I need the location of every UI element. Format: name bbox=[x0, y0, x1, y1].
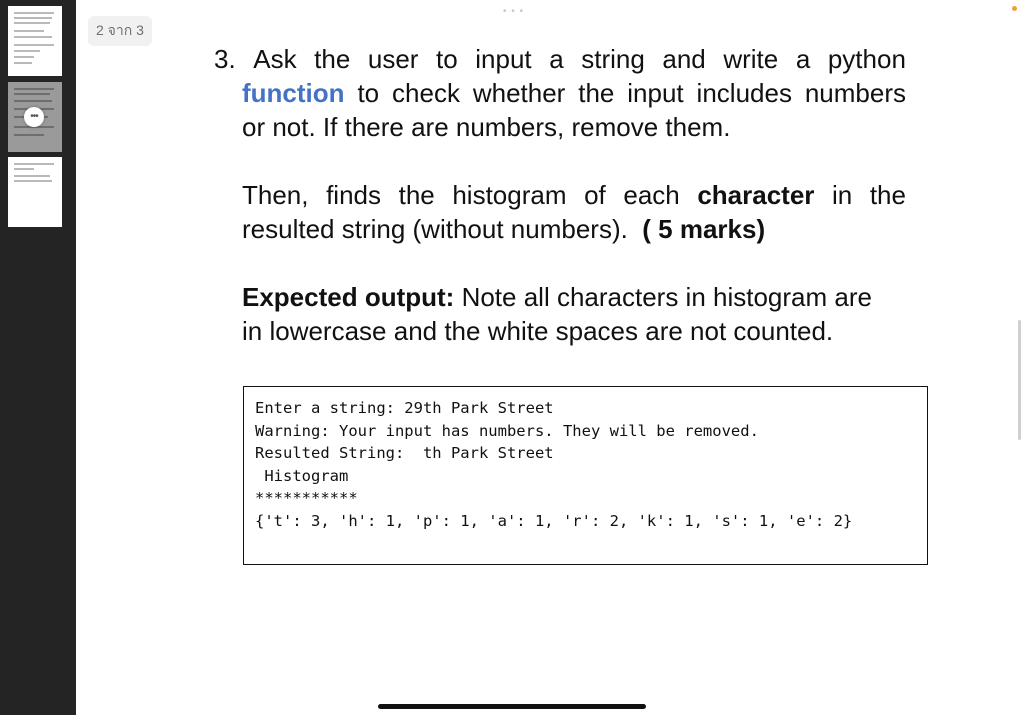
expected-output-line-1 bbox=[214, 280, 906, 314]
expected-output-label: Expected output: bbox=[242, 282, 455, 312]
vertical-scrollbar[interactable] bbox=[1018, 320, 1021, 440]
word: Ask bbox=[253, 44, 297, 74]
word: python bbox=[827, 44, 906, 74]
output-line: Warning: Your input has numbers. They will be removed. bbox=[255, 421, 759, 440]
ellipsis-icon[interactable]: ••• bbox=[24, 107, 44, 127]
expected-output-note: Note all characters in histogram are bbox=[454, 282, 872, 312]
question-line-3: or not. If there are numbers, remove them. bbox=[242, 112, 731, 142]
histogram-text-before: Then, finds the histogram of each bbox=[242, 180, 680, 210]
thumbnail-sidebar bbox=[0, 0, 76, 715]
question-line-1 bbox=[214, 42, 906, 76]
word: write bbox=[723, 44, 779, 74]
window-handle-icon[interactable]: • • • bbox=[503, 6, 525, 17]
expected-output-line-2: in lowercase and the white spaces are not counted. bbox=[242, 316, 834, 346]
word: to bbox=[436, 44, 458, 74]
word: string bbox=[581, 44, 645, 74]
status-indicator-dot bbox=[1012, 6, 1017, 11]
word: input bbox=[475, 44, 532, 74]
home-indicator[interactable] bbox=[378, 704, 646, 709]
keyword-character: character bbox=[697, 180, 815, 210]
paragraph-histogram-line-2 bbox=[214, 212, 906, 246]
histogram-text-after: in the bbox=[832, 180, 906, 210]
expected-output-box bbox=[243, 386, 928, 565]
question-line-2 bbox=[214, 76, 906, 110]
keyword-function: function bbox=[242, 78, 345, 108]
word: and bbox=[662, 44, 706, 74]
output-line: *********** bbox=[255, 489, 358, 507]
word: user bbox=[367, 44, 419, 74]
paragraph-histogram bbox=[214, 178, 906, 212]
question-line-2-rest: to check whether the input includes numbers bbox=[357, 78, 906, 108]
histogram-line-2-text: resulted string (without numbers). bbox=[242, 214, 628, 244]
question-text bbox=[214, 42, 906, 348]
output-line: Enter a string: 29th Park Street bbox=[255, 399, 554, 417]
page-thumbnail-2[interactable] bbox=[8, 82, 62, 152]
question-number: 3. bbox=[214, 44, 236, 74]
output-line: Histogram bbox=[255, 466, 349, 485]
output-line: {'t': 3, 'h': 1, 'p': 1, 'a': 1, 'r': 2, 'k': 1, 's': 1, 'e': 2} bbox=[255, 511, 853, 530]
page-thumbnail-1[interactable] bbox=[8, 6, 62, 76]
word: a bbox=[549, 44, 564, 74]
word: a bbox=[795, 44, 811, 74]
marks-label: ( 5 marks) bbox=[642, 214, 766, 244]
word: the bbox=[314, 44, 351, 74]
page-indicator: 2 จาก 3 bbox=[88, 16, 152, 46]
output-line: Resulted String: th Park Street bbox=[255, 444, 554, 462]
page-thumbnail-3[interactable] bbox=[8, 157, 62, 227]
